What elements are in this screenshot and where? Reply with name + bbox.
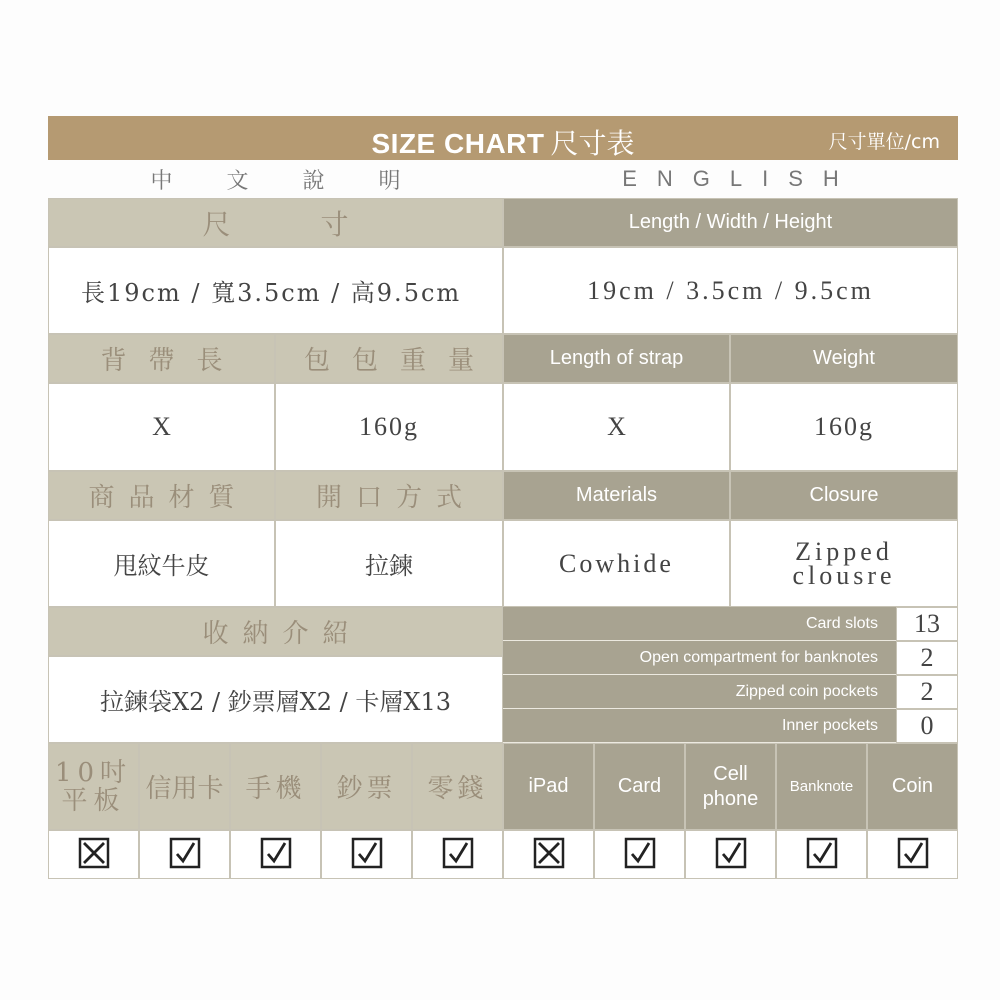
fits-zh-header-line1: 10吋 (54, 757, 133, 788)
strap-zh-header: 背帶長 (48, 334, 275, 383)
storage-zh-value: 拉鍊袋X2 / 鈔票層X2 / 卡層X13 (48, 656, 503, 743)
closure-en-value (730, 520, 958, 607)
checkbox-crossed-icon (533, 837, 565, 873)
fits-zh-header (48, 743, 139, 830)
strap-en-value: X (503, 383, 730, 471)
checkbox-checked-icon (715, 837, 747, 873)
closure-en-header: Closure (730, 471, 958, 520)
title-bar (48, 116, 958, 160)
storage-item-label: Open compartment for banknotes (503, 641, 896, 675)
fits-en-header: Card (594, 743, 685, 830)
closure-en-value-line2: clousre (792, 560, 896, 590)
weight-zh-value: 160g (275, 383, 503, 471)
fits-checkbox-cell (867, 830, 958, 879)
fits-en-header-line2: phone (702, 787, 759, 810)
checkbox-checked-icon (260, 837, 292, 873)
material-zh-value: 甩紋牛皮 (48, 520, 275, 607)
fits-checkbox-cell (503, 830, 594, 879)
weight-en-value: 160g (730, 383, 958, 471)
material-zh-header: 商品材質 (48, 471, 275, 520)
checkbox-crossed-icon (78, 837, 110, 873)
dimensions-zh-header: 尺寸 (48, 198, 503, 247)
subheader-en: ENGLISH (622, 166, 859, 191)
checkbox-checked-icon (897, 837, 929, 873)
storage-item-label: Inner pockets (503, 709, 896, 743)
storage-item-count: 13 (896, 607, 958, 641)
fits-zh-header-line2: 平板 (61, 785, 126, 816)
dimensions-en-header: Length / Width / Height (503, 198, 958, 247)
dimensions-zh-value: 長19cm / 寬3.5cm / 高9.5cm (48, 247, 503, 334)
checkbox-checked-icon (624, 837, 656, 873)
fits-en-header (685, 743, 776, 830)
checkbox-checked-icon (351, 837, 383, 873)
unit-label: 尺寸單位/cm (828, 131, 940, 153)
fits-en-header: iPad (503, 743, 594, 830)
checkbox-checked-icon (806, 837, 838, 873)
strap-zh-value: X (48, 383, 275, 471)
closure-zh-value: 拉鍊 (275, 520, 503, 607)
fits-checkbox-cell (48, 830, 139, 879)
fits-checkbox-cell (321, 830, 412, 879)
closure-zh-header: 開口方式 (275, 471, 503, 520)
fits-checkbox-cell (230, 830, 321, 879)
fits-en-header: Coin (867, 743, 958, 830)
storage-zh-header: 收納介紹 (48, 607, 503, 656)
fits-en-header: Banknote (776, 743, 867, 830)
fits-zh-header: 鈔票 (321, 743, 412, 830)
page-title (48, 122, 958, 162)
fits-checkbox-cell (139, 830, 230, 879)
strap-en-header: Length of strap (503, 334, 730, 383)
dimensions-en-value: 19cm / 3.5cm / 9.5cm (503, 247, 958, 334)
storage-item-label: Card slots (503, 607, 896, 641)
weight-zh-header: 包包重量 (275, 334, 503, 383)
fits-checkbox-cell (412, 830, 503, 879)
storage-item-count: 2 (896, 675, 958, 709)
checkbox-checked-icon (169, 837, 201, 873)
fits-checkbox-cell (776, 830, 867, 879)
material-en-value: Cowhide (503, 520, 730, 607)
fits-zh-header: 手機 (230, 743, 321, 830)
subheader-zh: 中文說明 (150, 168, 455, 194)
fits-zh-header: 零錢 (412, 743, 503, 830)
fits-en-header-line1: Cell (713, 762, 748, 785)
fits-checkbox-cell (594, 830, 685, 879)
checkbox-checked-icon (442, 837, 474, 873)
fits-zh-header: 信用卡 (139, 743, 230, 830)
storage-item-count: 2 (896, 641, 958, 675)
fits-checkbox-cell (685, 830, 776, 879)
title-en: SIZE CHART (371, 128, 545, 159)
closure-en-value-line1: Zipped (795, 536, 893, 566)
storage-item-label: Zipped coin pockets (503, 675, 896, 709)
storage-item-count: 0 (896, 709, 958, 743)
material-en-header: Materials (503, 471, 730, 520)
title-zh: 尺寸表 (550, 127, 635, 160)
weight-en-header: Weight (730, 334, 958, 383)
